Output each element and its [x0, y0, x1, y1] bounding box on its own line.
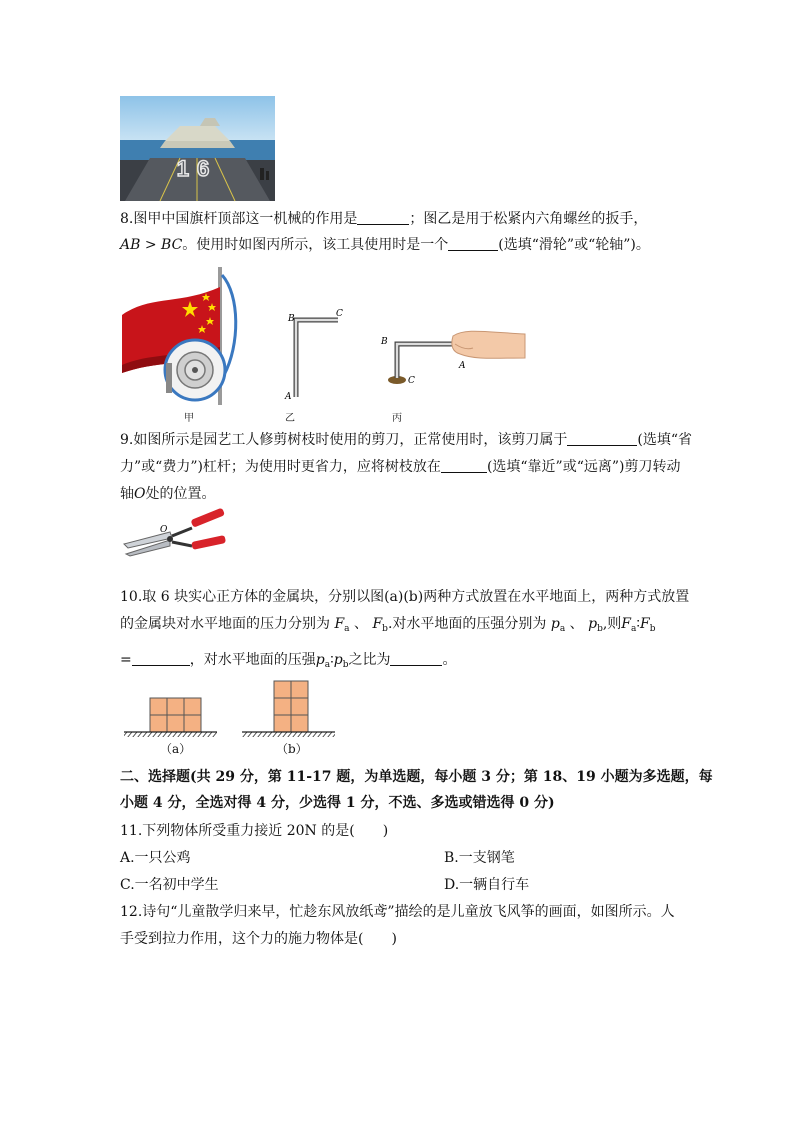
q10-blank-1[interactable]	[132, 651, 190, 666]
metal-blocks-figure	[122, 678, 337, 740]
wrench-use-label-c: C	[408, 376, 415, 386]
caption-a: （a）	[160, 742, 192, 756]
blocks-b	[274, 681, 308, 732]
caption-bing: 丙	[392, 413, 402, 424]
q8-line1: 8.图甲中国旗杆顶部这一机械的作用是 ；图乙是用于松紧内六角螺丝的扳手，	[120, 211, 648, 227]
q11-option-d[interactable]: D.一辆自行车	[444, 877, 530, 893]
wrench-use-label-b: B	[381, 337, 388, 347]
q8-line2: AB > BC。使用时如图丙所示，该工具使用时是一个 (选填“滑轮”或“轮轴”)。	[120, 237, 650, 253]
wrench-label-b: B	[288, 314, 295, 324]
q10-line1: 10.取 6 块实心正方体的金属块，分别以图(a)(b)两种方式放置在水平地面上，两种方式放置	[120, 589, 690, 605]
wrench-label-c: C	[336, 309, 343, 319]
flag-pulley-figure	[120, 265, 240, 405]
hex-wrench-figure	[282, 305, 342, 405]
section2-line2: 小题 4 分，全选对得 4 分，少选得 1 分，不选、多选或错选得 0 分)	[120, 795, 555, 811]
q9-line3: 轴O处的位置。	[120, 486, 216, 502]
caption-jia: 甲	[184, 413, 194, 424]
garden-shears-figure	[122, 512, 230, 560]
q8-blank-2[interactable]	[448, 236, 498, 251]
q11-option-c[interactable]: C.一名初中学生	[120, 877, 219, 893]
q11-option-a[interactable]: A.一只公鸡	[120, 850, 191, 866]
q9-line2: 力”或“费力”)杠杆；为使用时更省力，应将树枝放在 (选填“靠近”或“远离”)剪刀转动	[120, 459, 681, 475]
q10-line2: 的金属块对水平地面的压力分别为 $F_a$ 、 $F_b$.对水平地面的压强分别为 $p_a$ 、 $p_b$,则$F_a∶F_b$	[120, 616, 656, 634]
q11-option-b[interactable]: B.一支钢笔	[444, 850, 515, 866]
q8-blank-1[interactable]	[357, 210, 409, 225]
q11-stem: 11.下列物体所受重力接近 20N 的是( )	[120, 823, 389, 839]
wrench-label-a: A	[285, 392, 292, 402]
q12-line1: 12.诗句“儿童散学归来早，忙趁东风放纸鸢”描绘的是儿童放飞风筝的画面，如图所示。人	[120, 904, 675, 920]
blocks-a	[150, 698, 201, 732]
wrench-in-use-figure	[375, 322, 525, 394]
q9-line1: 9.如图所示是园艺工人修剪树枝时使用的剪刀，正常使用时，该剪刀属于 (选填“省	[120, 432, 692, 448]
wrench-use-label-a: A	[459, 361, 466, 371]
shears-pivot-label: O	[160, 525, 168, 535]
runway-number: 16	[176, 156, 218, 181]
carrier-jet-photo	[120, 96, 275, 201]
q10-blank-2[interactable]	[390, 651, 442, 666]
q9-blank-2[interactable]	[441, 458, 487, 473]
section2-line1: 二、选择题(共 29 分，第 11-17 题，为单选题，每小题 3 分；第 18、19 小题为多选题，每	[120, 769, 713, 785]
caption-yi: 乙	[285, 413, 295, 424]
caption-b: （b）	[276, 742, 308, 756]
q9-blank-1[interactable]	[567, 431, 637, 446]
q12-line2: 手受到拉力作用，这个力的施力物体是( )	[120, 931, 397, 947]
q10-line3: = ，对水平地面的压强$p_a∶p_b$之比为 。	[120, 652, 457, 670]
